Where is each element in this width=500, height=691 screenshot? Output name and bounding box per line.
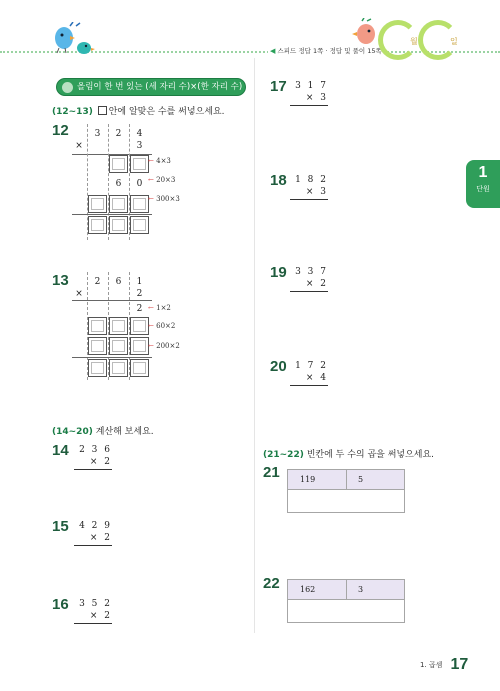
answer-box[interactable] — [109, 195, 128, 213]
answer-box[interactable] — [130, 216, 149, 234]
arrow-left-icon: ← — [148, 322, 154, 330]
answer-box[interactable] — [109, 337, 128, 355]
answer-box[interactable] — [109, 359, 128, 377]
multiplicand: 2 3 6 — [79, 445, 112, 455]
digit: 6 — [115, 179, 122, 189]
multiplicand: 1 7 2 — [295, 361, 328, 371]
cell-divider — [346, 470, 347, 490]
digit: 2 — [94, 277, 101, 287]
triangle-icon: ◀ — [270, 47, 276, 55]
answer-box[interactable] — [88, 359, 107, 377]
digit: 4 — [136, 129, 143, 139]
annotation — [148, 176, 175, 184]
annotation-text: 4×3 — [156, 157, 171, 165]
answer-box[interactable] — [88, 317, 107, 335]
instruction-21-22 — [263, 447, 434, 460]
answer-box[interactable] — [130, 359, 149, 377]
digit: 2 — [136, 289, 143, 299]
answer-box[interactable] — [88, 337, 107, 355]
problem-number-22: 22 — [263, 575, 280, 592]
factor-b: 5 — [358, 475, 364, 484]
multiplier: × 2 — [89, 533, 112, 543]
problem-number-18: 18 — [270, 172, 287, 189]
digit: 3 — [94, 129, 101, 139]
multiplicand: 4 2 9 — [79, 521, 112, 531]
chapter-name: 1. 곱셈 — [420, 661, 443, 669]
section-title-text: 올림이 한 번 있는 (세 자리 수)×(한 자리 수) — [77, 82, 243, 92]
problem-number-16: 16 — [52, 596, 69, 613]
pink-bird-icon — [352, 18, 382, 50]
instruction-text: 계산해 보세요. — [95, 427, 154, 437]
annotation-text: 60×2 — [156, 322, 176, 330]
chapter-number: 1 — [478, 164, 488, 181]
multiplier: × 2 — [305, 279, 328, 289]
annotation — [148, 195, 180, 203]
factor-b: 3 — [358, 585, 364, 594]
blue-bird-icon — [50, 22, 100, 64]
rule-line — [290, 385, 328, 386]
times-sign: × — [75, 141, 83, 151]
square-box-icon — [98, 106, 107, 115]
multiplicand: 3 1 7 — [295, 81, 328, 91]
annotation — [148, 342, 180, 350]
instruction-14-20 — [52, 424, 154, 437]
answer-box[interactable] — [109, 317, 128, 335]
arrow-left-icon: ← — [148, 195, 154, 203]
problem-number-20: 20 — [270, 358, 287, 375]
answer-box[interactable] — [130, 337, 149, 355]
multiplier: × 2 — [89, 457, 112, 467]
instruction-range: (14~20) — [52, 427, 93, 437]
answer-box[interactable] — [88, 195, 107, 213]
month-label: 월 — [410, 37, 418, 46]
problem-15 — [74, 520, 112, 546]
times-sign: × — [75, 289, 83, 299]
arrow-left-icon: ← — [148, 304, 154, 312]
section-title — [56, 78, 246, 96]
rule-line — [72, 214, 152, 215]
answer-box[interactable] — [109, 155, 128, 173]
digit: 0 — [136, 179, 143, 189]
answer-reference-text: 스피드 정답 1쪽 · 정답 및 풀이 15쪽 — [277, 47, 382, 55]
digit: 1 — [136, 277, 143, 287]
problem-number-19: 19 — [270, 264, 287, 281]
annotation-text: 20×3 — [156, 176, 176, 184]
problem-19 — [290, 266, 328, 292]
multiplicand: 1 8 2 — [295, 175, 328, 185]
instruction-range: (12~13) — [52, 107, 93, 117]
rule-line — [74, 469, 112, 470]
digit: 2 — [136, 304, 143, 314]
multiplier: × 3 — [305, 187, 328, 197]
chapter-label: 단원 — [476, 185, 490, 193]
problem-number-21: 21 — [263, 464, 280, 481]
multiplier: × 3 — [305, 93, 328, 103]
digit: 3 — [136, 141, 143, 151]
problem-number-14: 14 — [52, 442, 69, 459]
page-footer — [420, 652, 468, 674]
bullet-icon — [62, 82, 73, 93]
digit: 6 — [115, 277, 122, 287]
arrow-left-icon: ← — [148, 157, 154, 165]
day-label: 일 — [450, 37, 458, 46]
arrow-left-icon: ← — [148, 176, 154, 184]
multiplicand: 3 3 7 — [295, 267, 328, 277]
instruction-text: 빈칸에 두 수의 곱을 써넣으세요. — [306, 450, 435, 460]
cell-divider — [346, 580, 347, 600]
multiplier: × 4 — [305, 373, 328, 383]
problem-13-grid — [72, 272, 152, 380]
instruction-text: 안에 알맞은 수를 써넣으세요. — [108, 107, 225, 117]
factor-a: 119 — [300, 475, 316, 484]
chapter-tab — [466, 160, 500, 208]
problem-number-15: 15 — [52, 518, 69, 535]
answer-box[interactable] — [130, 317, 149, 335]
problem-16 — [74, 598, 112, 624]
annotation — [148, 157, 171, 165]
problem-number-12: 12 — [52, 122, 69, 139]
answer-box[interactable] — [130, 195, 149, 213]
answer-box[interactable] — [88, 216, 107, 234]
arrow-left-icon: ← — [148, 342, 154, 350]
answer-box[interactable] — [130, 155, 149, 173]
problem-14 — [74, 444, 112, 470]
problem-18 — [290, 174, 328, 200]
rule-line — [74, 545, 112, 546]
rule-line — [74, 623, 112, 624]
instruction-12-13 — [52, 104, 224, 117]
annotation-text: 300×3 — [156, 195, 180, 203]
problem-20 — [290, 360, 328, 386]
rule-line — [290, 291, 328, 292]
answer-input-22[interactable] — [288, 600, 404, 622]
rule-line — [290, 199, 328, 200]
problem-number-13: 13 — [52, 272, 69, 289]
digit: 2 — [115, 129, 122, 139]
annotation — [148, 304, 171, 312]
instruction-range: (21~22) — [263, 450, 304, 460]
problem-12-grid — [72, 124, 152, 240]
annotation-text: 200×2 — [156, 342, 180, 350]
rule-line — [290, 105, 328, 106]
answer-input-21[interactable] — [288, 490, 404, 512]
factor-a: 162 — [300, 585, 316, 594]
annotation — [148, 322, 175, 330]
multiplier: × 2 — [89, 611, 112, 621]
annotation-text: 1×2 — [156, 304, 171, 312]
page-number: 17 — [450, 656, 469, 673]
answer-box[interactable] — [109, 216, 128, 234]
rule-line — [72, 357, 152, 358]
column-divider — [254, 58, 255, 633]
problem-17 — [290, 80, 328, 106]
problem-number-17: 17 — [270, 78, 287, 95]
multiplicand: 3 5 2 — [79, 599, 112, 609]
